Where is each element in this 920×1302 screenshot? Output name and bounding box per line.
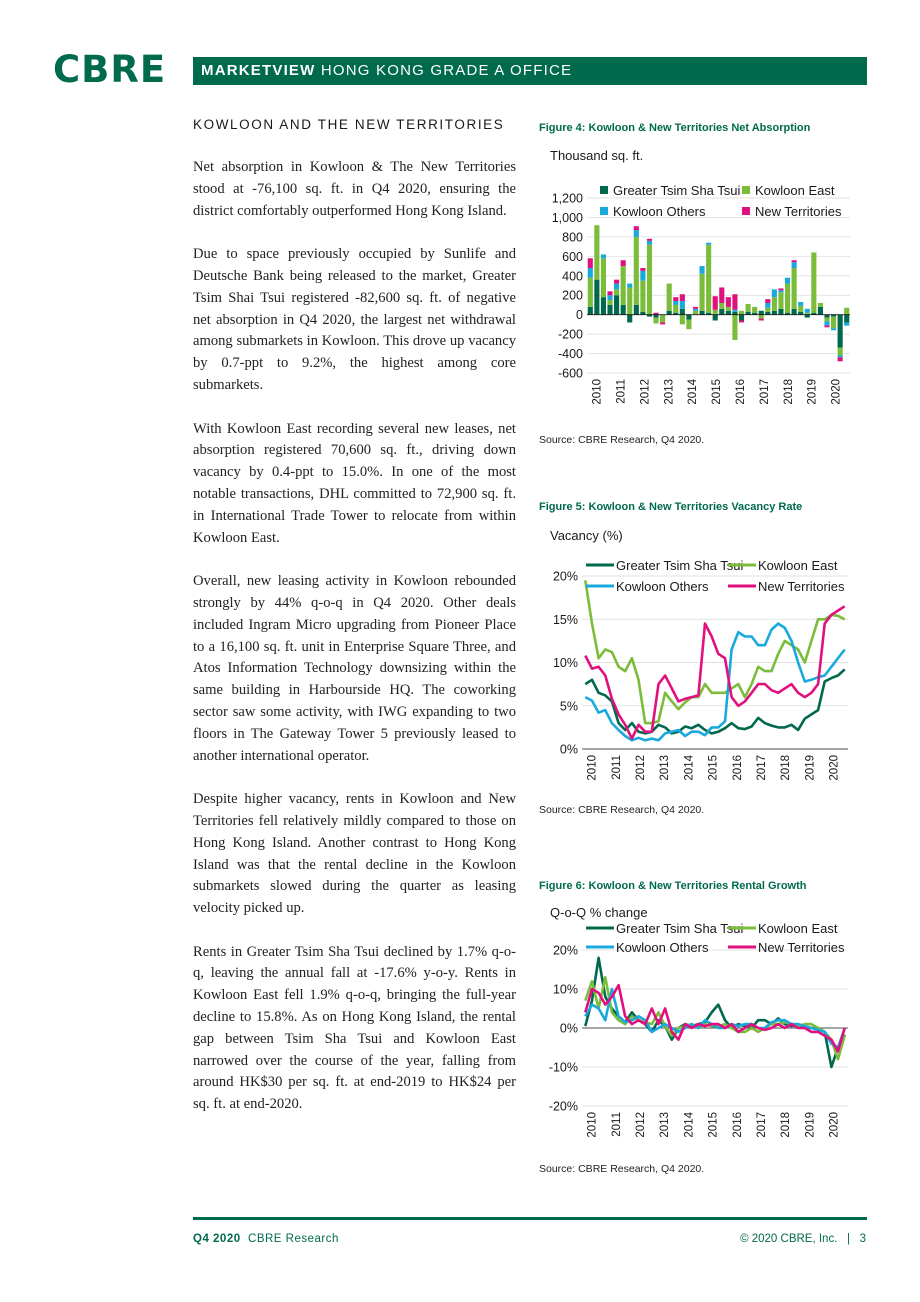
legend-label: Greater Tsim Sha Tsui: [616, 558, 744, 573]
bar-segment: [818, 303, 823, 307]
footer-separator: |: [847, 1233, 850, 1245]
bar-segment: [594, 280, 599, 315]
series-line: [585, 977, 844, 1059]
bar-segment: [792, 309, 797, 315]
bar-segment: [805, 309, 810, 313]
bar-segment: [634, 230, 639, 237]
cbre-logo: CBRE: [53, 48, 167, 91]
bar-segment: [746, 304, 751, 312]
legend-swatch: [742, 186, 750, 194]
bar-segment: [693, 311, 698, 315]
x-tick-label: 2010: [586, 755, 599, 781]
bar-segment: [785, 284, 790, 313]
x-tick-label: 2012: [635, 1112, 648, 1138]
bar-segment: [588, 258, 593, 268]
x-tick-label: 2015: [711, 379, 724, 405]
x-tick-label: 2019: [806, 379, 819, 405]
bar-segment: [660, 315, 665, 323]
bar-segment: [765, 308, 770, 312]
x-tick-label: 2014: [683, 755, 696, 781]
x-tick-label: 2019: [804, 755, 817, 781]
bar-segment: [713, 315, 718, 321]
bar-segment: [699, 274, 704, 311]
bar-segment: [627, 287, 632, 314]
legend-label: New Territories: [758, 579, 845, 594]
x-tick-label: 2013: [659, 1112, 672, 1138]
bar-segment: [818, 307, 823, 315]
bar-segment: [607, 295, 612, 300]
y-tick-label: 200: [562, 288, 583, 303]
bar-segment: [647, 239, 652, 241]
footer-copyright: © 2020 CBRE, Inc.: [740, 1233, 838, 1245]
bar-segment: [719, 309, 724, 315]
report-subtitle: HONG KONG GRADE A OFFICE: [320, 62, 573, 79]
bar-segment: [647, 241, 652, 245]
x-tick-label: 2013: [663, 379, 676, 405]
bar-segment: [634, 226, 639, 230]
bar-segment: [772, 297, 777, 311]
net-absorption-chart: [530, 140, 860, 415]
bar-segment: [772, 289, 777, 297]
bar-segment: [680, 315, 685, 325]
x-tick-label: 2017: [755, 755, 768, 781]
paragraph: Due to space previously occupied by Sunlife and Deutsche Bank being released to the market, Greater Tsim Shai Tsui registered -82,600 sq. ft. of negative net absorption in Q4 2020, the largest net withdrawal among submarkets in Kowloon. This drove up vacancy by 0.7-ppt to 9.2%, the highest among core submarkets.: [193, 246, 516, 393]
bar-segment: [732, 294, 737, 310]
bar-segment: [640, 312, 645, 315]
bar-segment: [673, 301, 678, 305]
bar-segment: [680, 301, 685, 309]
footer-right: [740, 1233, 866, 1245]
x-tick-label: 2014: [687, 379, 700, 405]
body-text: [193, 157, 516, 1138]
y-tick-label: 20%: [552, 943, 578, 958]
bar-segment: [699, 311, 704, 315]
x-tick-label: 2015: [707, 755, 720, 781]
bar-segment: [772, 311, 777, 315]
header-title: [201, 62, 572, 79]
y-tick-label: 20%: [552, 569, 578, 584]
legend-label: Kowloon Others: [616, 940, 709, 955]
y-tick-label: 15%: [552, 612, 578, 627]
paragraph: Rents in Greater Tsim Sha Tsui declined by 1.7% q-o-q, leaving the annual fall at -17.6% y-o-y. Rents in Kowloon East fell 1.9% q-o-q, bringing the full-year decline to 15.8%. As on Hong Kong Island, the rental gap between Tsim Sha Tsui and Kowloon East narrowed over the course of the year, falling from around HK$30 per sq. ft. at end-2019 to HK$24 per sq. ft. at end-2020.: [193, 943, 516, 1113]
bar-segment: [726, 307, 731, 311]
bar-segment: [680, 294, 685, 301]
bar-segment: [792, 260, 797, 262]
section-title: KOWLOON AND THE NEW TERRITORIES: [193, 117, 505, 132]
page-number: 3: [859, 1233, 866, 1245]
figure-4-title: Figure 4: Kowloon & New Territories Net Absorption: [539, 122, 811, 134]
bar-segment: [673, 305, 678, 313]
bar-segment: [792, 262, 797, 268]
bar-segment: [838, 315, 843, 348]
rental-growth-chart: [530, 898, 860, 1156]
series-line: [585, 580, 844, 723]
bar-segment: [759, 319, 764, 321]
bar-segment: [765, 299, 770, 303]
figure-6-source: Source: CBRE Research, Q4 2020.: [539, 1163, 705, 1175]
bar-segment: [647, 245, 652, 315]
bar-segment: [838, 357, 843, 361]
legend-label: Kowloon East: [755, 183, 835, 198]
bar-segment: [607, 300, 612, 305]
x-tick-label: 2011: [615, 379, 628, 404]
bar-segment: [746, 312, 751, 315]
bar-segment: [811, 252, 816, 312]
bar-segment: [621, 260, 626, 266]
bar-segment: [686, 320, 691, 330]
x-tick-label: 2011: [610, 1112, 623, 1137]
bar-segment: [838, 348, 843, 356]
y-tick-label: 1,200: [551, 191, 583, 206]
bar-segment: [824, 315, 829, 318]
bar-segment: [686, 315, 691, 320]
bar-segment: [831, 328, 836, 330]
footer-left: [193, 1233, 339, 1245]
bar-segment: [614, 289, 619, 295]
y-tick-label: -600: [557, 366, 583, 381]
bar-segment: [673, 297, 678, 301]
bar-segment: [778, 290, 783, 292]
x-tick-label: 2020: [828, 1112, 841, 1138]
bar-segment: [824, 321, 829, 325]
y-axis-title: Vacancy (%): [550, 528, 623, 543]
bar-segment: [588, 307, 593, 315]
bar-segment: [765, 303, 770, 308]
vacancy-rate-chart: [530, 520, 860, 795]
bar-segment: [805, 315, 810, 318]
footer-research: CBRE Research: [248, 1233, 339, 1245]
bar-segment: [653, 318, 658, 324]
y-tick-label: 0%: [559, 742, 578, 757]
series-line: [585, 985, 844, 1051]
y-tick-label: 600: [562, 249, 583, 264]
bar-segment: [831, 317, 836, 329]
x-tick-label: 2016: [735, 379, 748, 405]
bar-segment: [680, 309, 685, 315]
x-tick-label: 2016: [731, 1112, 744, 1138]
bar-segment: [594, 225, 599, 279]
figure-5-title: Figure 5: Kowloon & New Territories Vacancy Rate: [539, 501, 803, 513]
bar-segment: [607, 291, 612, 295]
paragraph: Net absorption in Kowloon & The New Territories stood at -76,100 sq. ft. in Q4 2020, ensuring the district comfortably outperformed Hong Kong Island.: [193, 159, 516, 219]
bar-segment: [706, 243, 711, 245]
x-tick-label: 2017: [755, 1112, 768, 1138]
x-tick-label: 2020: [830, 379, 843, 405]
legend-label: Kowloon East: [758, 921, 838, 936]
bar-segment: [627, 315, 632, 323]
bar-segment: [739, 321, 744, 323]
bar-segment: [607, 305, 612, 315]
bar-segment: [824, 325, 829, 327]
figure-4-source: Source: CBRE Research, Q4 2020.: [539, 434, 705, 446]
legend-swatch: [600, 207, 608, 215]
y-axis-title: Thousand sq. ft.: [550, 148, 644, 163]
bar-segment: [778, 309, 783, 315]
bar-segment: [634, 305, 639, 315]
bar-segment: [601, 254, 606, 258]
legend-label: Greater Tsim Sha Tsui: [613, 183, 741, 198]
legend-label: Kowloon Others: [616, 579, 709, 594]
x-tick-label: 2013: [659, 755, 672, 781]
bar-segment: [640, 271, 645, 281]
bar-segment: [759, 311, 764, 315]
figure-5-source: Source: CBRE Research, Q4 2020.: [539, 804, 705, 816]
bar-segment: [640, 281, 645, 312]
bar-segment: [844, 315, 849, 323]
y-tick-label: 800: [562, 230, 583, 245]
bar-segment: [588, 278, 593, 307]
bar-segment: [627, 284, 632, 288]
paragraph: Despite higher vacancy, rents in Kowloon and New Territories fell relatively mildly compared to those on Hong Kong Island. Another contrast to Hong Kong Island was that the rental decline in the Kowloon submarkets slowed during the quarter as leasing velocity picked up.: [193, 791, 516, 917]
paragraph: Overall, new leasing activity in Kowloon rebounded strongly by 44% q-o-q in Q4 2020. Other deals included Ingram Micro upgrading from Pioneer Place to a 16,100 sq. ft. unit in Enterprise Square Three, and Atos Information Technology downsizing within the same building in Harbourside HQ. The coworking sector saw some activity, with IWG expanding to two floors in The Gateway Tower 5 previously leased to another international operator.: [193, 573, 516, 764]
bar-segment: [640, 268, 645, 271]
bar-segment: [588, 268, 593, 278]
bar-segment: [713, 310, 718, 315]
legend-swatch: [742, 207, 750, 215]
bar-segment: [739, 311, 744, 315]
y-tick-label: 10%: [552, 982, 578, 997]
y-axis-title: Q-o-Q % change: [550, 905, 648, 920]
bar-segment: [699, 266, 704, 274]
bar-segment: [693, 309, 698, 311]
header-bar: [193, 57, 867, 85]
x-tick-label: 2017: [758, 379, 771, 405]
bar-segment: [759, 315, 764, 319]
x-tick-label: 2019: [804, 1112, 817, 1138]
x-tick-label: 2012: [635, 755, 648, 781]
bar-segment: [798, 312, 803, 315]
bar-segment: [844, 323, 849, 326]
x-tick-label: 2011: [610, 755, 623, 780]
x-tick-label: 2014: [683, 1112, 696, 1138]
bar-segment: [838, 356, 843, 358]
bar-segment: [798, 306, 803, 312]
bar-segment: [732, 315, 737, 340]
bar-segment: [719, 303, 724, 309]
bar-segment: [621, 305, 626, 315]
bar-segment: [732, 310, 737, 312]
bar-segment: [614, 284, 619, 290]
bar-segment: [653, 315, 658, 318]
y-tick-label: 400: [562, 269, 583, 284]
bar-segment: [614, 295, 619, 314]
y-tick-label: -200: [557, 327, 583, 342]
bar-segment: [778, 292, 783, 309]
marketview-label: MARKETVIEW: [201, 62, 316, 79]
bar-segment: [621, 266, 626, 305]
paragraph: With Kowloon East recording several new leases, net absorption registered 70,600 sq. ft., driving down vacancy by 0.4-ppt to 15.0%. In one of the most notable transactions, DHL committed to 72,900 sq. ft. in International Trade Tower to relocate from within Kowloon East.: [193, 420, 516, 546]
x-tick-label: 2015: [707, 1112, 720, 1138]
legend-label: Greater Tsim Sha Tsui: [616, 921, 744, 936]
bar-segment: [713, 296, 718, 310]
legend-label: Kowloon Others: [613, 204, 706, 219]
bar-segment: [844, 308, 849, 315]
x-tick-label: 2018: [780, 1112, 793, 1138]
bar-segment: [667, 284, 672, 311]
x-tick-label: 2018: [780, 755, 793, 781]
legend-label: New Territories: [755, 204, 842, 219]
bar-segment: [785, 278, 790, 284]
y-tick-label: 1,000: [551, 210, 583, 225]
footer-rule: [193, 1217, 867, 1220]
bar-segment: [792, 268, 797, 309]
x-tick-label: 2010: [591, 379, 604, 405]
figure-6-title: Figure 6: Kowloon & New Territories Rental Growth: [539, 880, 807, 892]
legend-swatch: [600, 186, 608, 194]
y-tick-label: 0%: [559, 1021, 578, 1036]
bar-segment: [778, 288, 783, 290]
y-tick-label: 5%: [559, 699, 578, 714]
bar-segment: [706, 245, 711, 313]
bar-segment: [739, 315, 744, 321]
footer-quarter: Q4 2020: [193, 1233, 241, 1245]
y-tick-label: -10%: [548, 1060, 578, 1075]
bar-segment: [798, 302, 803, 306]
x-tick-label: 2018: [782, 379, 795, 405]
legend-label: Kowloon East: [758, 558, 838, 573]
y-tick-label: 0: [576, 308, 583, 323]
legend-label: New Territories: [758, 940, 845, 955]
bar-segment: [667, 311, 672, 315]
bar-segment: [719, 287, 724, 303]
bar-segment: [765, 312, 770, 315]
x-tick-label: 2012: [639, 379, 652, 405]
bar-segment: [693, 307, 698, 309]
y-tick-label: 10%: [552, 656, 578, 670]
bar-segment: [614, 280, 619, 284]
x-tick-label: 2016: [731, 755, 744, 781]
y-tick-label: -20%: [548, 1099, 578, 1114]
y-tick-label: -400: [557, 347, 583, 362]
bar-segment: [732, 312, 737, 315]
bar-segment: [634, 237, 639, 305]
series-line: [585, 989, 844, 1048]
bar-segment: [660, 322, 665, 324]
bar-segment: [601, 258, 606, 297]
x-tick-label: 2020: [828, 755, 841, 781]
bar-segment: [726, 311, 731, 315]
bar-segment: [824, 318, 829, 322]
bar-segment: [726, 297, 731, 307]
bar-segment: [752, 307, 757, 313]
x-tick-label: 2010: [586, 1112, 599, 1138]
bar-segment: [601, 297, 606, 315]
